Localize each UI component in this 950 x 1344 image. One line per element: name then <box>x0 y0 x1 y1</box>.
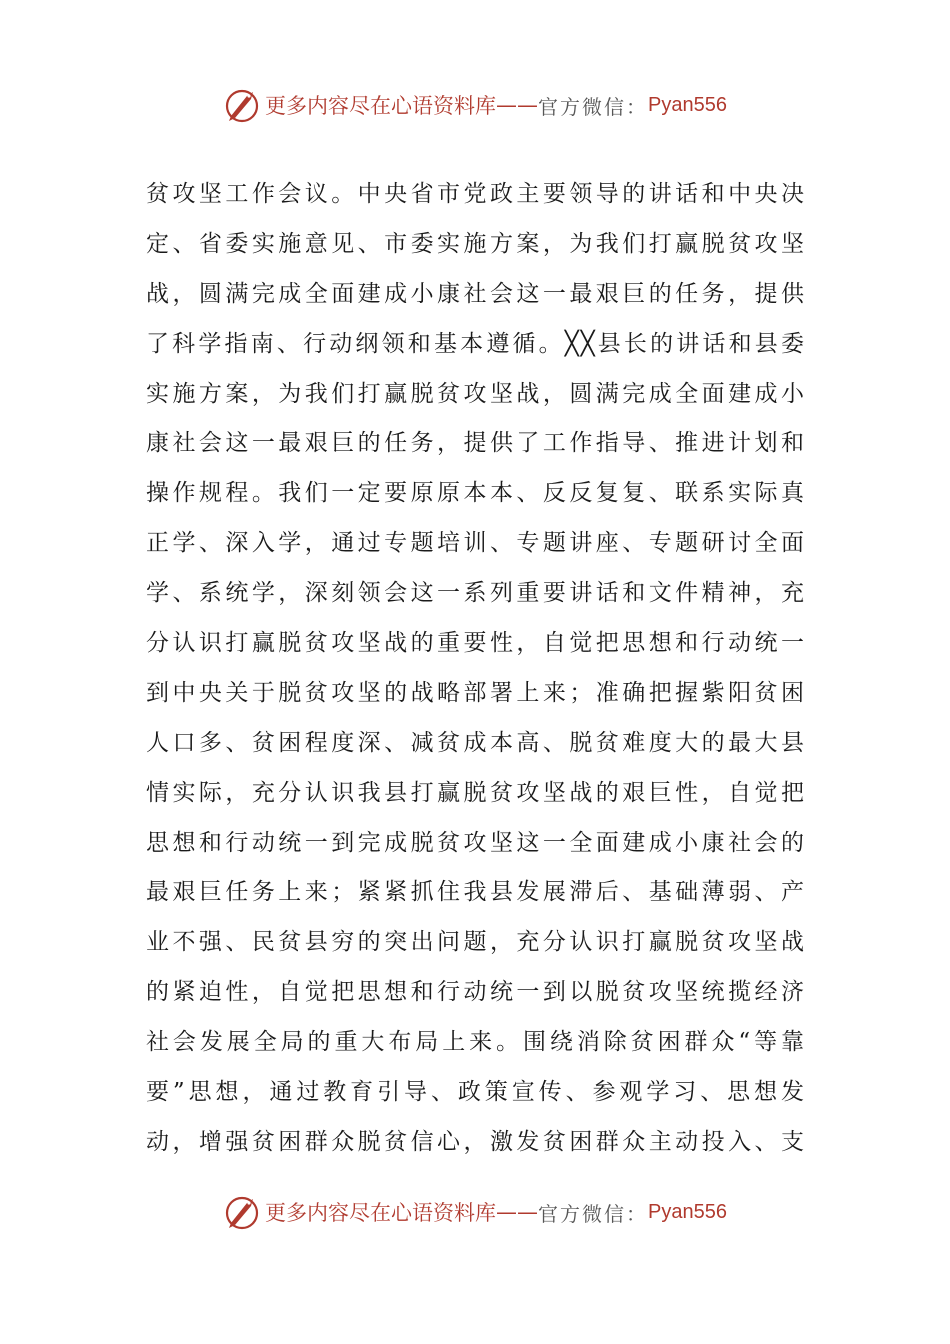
body-line: 了科学指南、行动纲领和基本遵循。╳╳县长的讲话和县委 <box>146 330 806 357</box>
body-line: 定、省委实施意见、市委实施方案，为我们打赢脱贫攻坚 <box>146 230 806 257</box>
wechat-label: 官方微信： <box>538 94 649 119</box>
body-line: 学、系统学，深刻领会这一系列重要讲话和文件精神，充 <box>146 580 806 607</box>
body-line: 到中央关于脱贫攻坚的战略部署上来；准确把握紫阳贫困 <box>146 679 806 706</box>
header-banner <box>0 80 950 130</box>
body-line: 正学、深入学，通过专题培训、专题讲座、专题研讨全面 <box>146 530 806 557</box>
body-line: 最艰巨任务上来；紧紧抓住我县发展滞后、基础薄弱、产 <box>146 879 806 906</box>
promo-dash: —— <box>496 1200 539 1224</box>
promo-text: 更多内容尽在心语资料库 <box>265 1201 497 1225</box>
body-line: 贫攻坚工作会议。中央省市党政主要领导的讲话和中央决 <box>146 181 806 207</box>
promo-dash: —— <box>496 93 539 117</box>
footer-banner <box>0 1187 950 1237</box>
wechat-id: Pyan556 <box>648 1200 727 1223</box>
body-line: 社会发展全局的重大布局上来。围绕消除贫困群众“等靠 <box>146 1029 806 1056</box>
body-line: 情实际，充分认识我县打赢脱贫攻坚战的艰巨性，自觉把 <box>146 779 806 806</box>
pen-nib-logo-icon <box>223 1193 261 1231</box>
wechat-label: 官方微信： <box>538 1201 649 1226</box>
body-line: 思想和行动统一到完成脱贫攻坚这一全面建成小康社会的 <box>146 829 806 856</box>
body-line: 业不强、民贫县穷的突出问题，充分认识打赢脱贫攻坚战 <box>146 929 806 956</box>
body-line: 的紧迫性，自觉把思想和行动统一到以脱贫攻坚统揽经济 <box>146 979 806 1006</box>
body-line: 人口多、贫困程度深、减贫成本高、脱贫难度大的最大县 <box>146 729 806 756</box>
promo-text: 更多内容尽在心语资料库 <box>265 94 497 118</box>
pen-nib-logo-icon <box>223 86 261 124</box>
wechat-id: Pyan556 <box>648 93 727 116</box>
body-line: 康社会这一最艰巨的任务，提供了工作指导、推进计划和 <box>146 430 806 457</box>
body-line: 要”思想，通过教育引导、政策宣传、参观学习、思想发 <box>146 1079 806 1106</box>
document-body <box>146 170 806 1168</box>
body-line: 战，圆满完成全面建成小康社会这一最艰巨的任务，提供 <box>146 280 806 307</box>
body-line: 分认识打赢脱贫攻坚战的重要性，自觉把思想和行动统一 <box>146 630 806 657</box>
body-line: 操作规程。我们一定要原原本本、反反复复、联系实际真 <box>146 480 806 507</box>
body-line: 动，增强贫困群众脱贫信心，激发贫困群众主动投入、支 <box>146 1128 806 1155</box>
body-line: 实施方案，为我们打赢脱贫攻坚战，圆满完成全面建成小 <box>146 380 806 407</box>
